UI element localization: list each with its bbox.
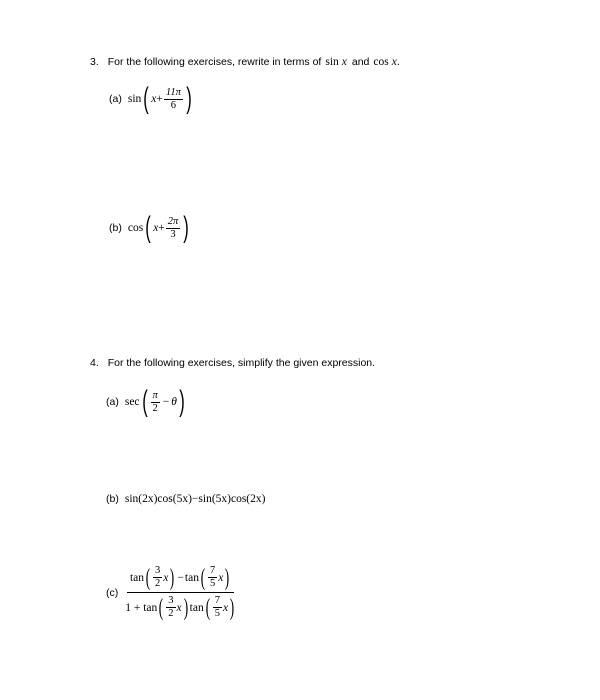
part-label: (a) xyxy=(109,93,122,105)
question-number: 3. xyxy=(90,56,99,68)
tan-word: tan xyxy=(129,571,145,584)
q4-part-b xyxy=(106,493,265,505)
fn-name: cos xyxy=(127,222,144,234)
fn-name: sec xyxy=(124,396,140,408)
question-3-prompt xyxy=(90,56,400,68)
fraction xyxy=(166,216,181,241)
prompt-text: For the following exercises, rewrite in terms of xyxy=(107,56,322,68)
fraction-numerator: tan ( $\frac{3}{2}$ x ) − tan ( $\frac{7}{5}$ x ) xyxy=(127,565,234,593)
denominator: 5 xyxy=(209,578,216,589)
q3-part-a: (a) sin ( x + $\frac{11\pi}{6}$ ) xyxy=(109,82,192,115)
expression: sin(2x)cos(5x)−sin(5x)cos(2x) xyxy=(124,493,266,505)
numerator: 3 xyxy=(155,565,161,576)
numerator: 2π xyxy=(167,215,179,227)
question-number: 4. xyxy=(90,357,99,369)
fraction-7-5-b xyxy=(213,595,222,620)
and-word: and xyxy=(351,56,370,68)
denominator: 2 xyxy=(152,402,158,414)
cos-word: cos xyxy=(373,56,389,68)
fraction-denominator: 1 + tan ( $\frac{3}{2}$ x ) tan ( $\frac{7}{5}$ x ) xyxy=(125,594,235,621)
tan-word-2: tan xyxy=(184,571,199,584)
question-4-prompt xyxy=(90,357,375,369)
part-label: (a) xyxy=(106,396,119,408)
var: x xyxy=(151,93,157,105)
q4-part-a: (a) sec ( $\frac{\pi}{2}$ − θ ) xyxy=(106,385,185,418)
numerator: 3 xyxy=(168,595,174,606)
sin-word: sin xyxy=(325,56,339,68)
var: x xyxy=(153,222,159,234)
denominator: 3 xyxy=(170,228,176,240)
fraction xyxy=(164,87,183,112)
one-plus-tan: 1 + tan xyxy=(125,601,158,614)
denominator: 5 xyxy=(214,608,220,619)
part-label: (c) xyxy=(106,586,119,599)
prompt-text: For the following exercises, simplify the given expression. xyxy=(107,357,376,369)
numerator: 7 xyxy=(214,595,220,606)
compound-fraction xyxy=(122,565,239,620)
tan-word-3: tan xyxy=(189,601,204,614)
plus-sign: + xyxy=(158,222,165,234)
part-label: (b) xyxy=(106,493,119,505)
denominator: 6 xyxy=(170,99,176,111)
theta: θ xyxy=(171,396,177,408)
fraction-3-2 xyxy=(153,565,162,590)
numerator: π xyxy=(152,389,158,401)
x-var-2: x xyxy=(218,571,224,584)
minus-sign: − xyxy=(177,571,184,584)
period: . xyxy=(396,56,400,68)
q4-part-c xyxy=(106,565,239,620)
fraction-3-2-b xyxy=(166,595,175,620)
fraction xyxy=(151,390,160,415)
x-var-2: x xyxy=(391,56,397,68)
x-var: x xyxy=(163,571,169,584)
x-var: x xyxy=(341,56,347,68)
numerator: 7 xyxy=(209,565,216,576)
fraction-7-5 xyxy=(208,565,217,590)
denominator: 2 xyxy=(168,608,174,619)
x-var-4: x xyxy=(222,601,229,614)
q3-part-b: (b) cos ( x + $\frac{2\pi}{3}$ ) xyxy=(109,211,190,244)
part-label: (b) xyxy=(109,222,122,234)
denominator: 2 xyxy=(155,578,161,589)
x-var-3: x xyxy=(176,601,182,614)
numerator: 11π xyxy=(165,86,181,98)
plus-sign: + xyxy=(156,93,163,105)
fn-name: sin xyxy=(127,93,142,105)
minus-sign: − xyxy=(162,396,170,408)
